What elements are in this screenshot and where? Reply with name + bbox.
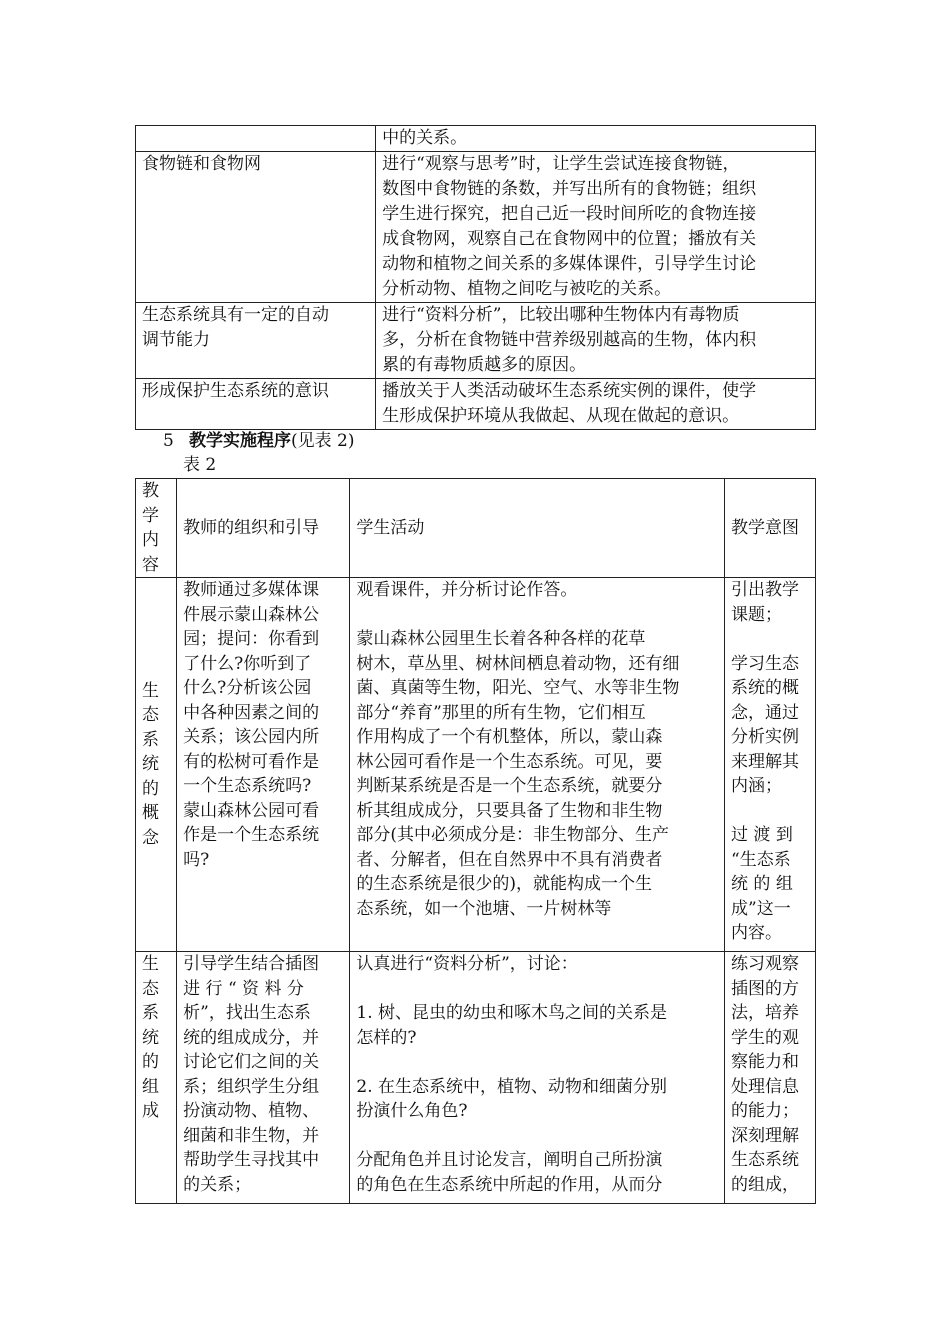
topic-cell: 生态系统具有一定的自动 调节能力 xyxy=(136,303,376,379)
header-content: 教 学 内 容 xyxy=(136,479,177,578)
table-row xyxy=(136,379,816,430)
header-student: 学生活动 xyxy=(350,479,725,578)
topic-cell: 食物链和食物网 xyxy=(136,152,376,303)
topic-cell: 形成保护生态系统的意识 xyxy=(136,379,376,430)
method-cell: 中的关系。 xyxy=(376,126,816,152)
table-row xyxy=(136,578,816,952)
header-row xyxy=(136,479,816,578)
method-cell: 播放关于人类活动破坏生态系统实例的课件，使学 生形成保护环境从我做起、从现在做起的意识。 xyxy=(376,379,816,430)
table-row xyxy=(136,952,816,1204)
paragraph-gap xyxy=(731,799,809,824)
table-row xyxy=(136,303,816,379)
intent-cell: 练习观察 插图的方 法，培养 学生的观 察能力和 处理信息 的能力； 深刻理解 生态系统 的组成， xyxy=(725,952,816,1204)
paragraph-gap xyxy=(356,1050,718,1075)
paragraph-gap xyxy=(356,977,718,1002)
intent-cell: 引出教学 课题； 学习生态 系统的概 念，通过 分析实例 来理解其 内涵； 过 渡 到 “生态系 统 的 组 成”这一 内容。 xyxy=(725,578,816,952)
teacher-cell: 教师通过多媒体课 件展示蒙山森林公 园；提问：你看到 了什么?你听到了 什么?分析该公园 中各种因素之间的 关系；该公园内所 有的松树可看作是 一个生态系统吗? 蒙山森林公园可看 作是一个生态系统 吗? xyxy=(177,578,350,952)
topic-cell xyxy=(136,126,376,152)
procedure-table xyxy=(135,478,816,1204)
student-cell: 观看课件，并分析讨论作答。 蒙山森林公园里生长着各种各样的花草 树木，草丛里、树林间栖息着动物，还有细 菌、真菌等生物，阳光、空气、水等非生物 部分“养育”那里的所有生物，它们相互 作用构成了一个有机整体，所以，蒙山森 林公园可看作是一个生态系统。可见，要 判断某系统是否是一个生态系统，就要分 析其组成成分，只要具备了生物和非生物 部分(其中必须成分是：非生物部分、生产 者、分解者，但在自然界中不具有消费者 的生态系统是很少的)，就能构成一个生 态系统，如一个池塘、一片树林等 xyxy=(350,578,725,952)
table-row xyxy=(136,152,816,303)
section-heading xyxy=(163,430,354,452)
content-cell: 生 态 系 统 的 概 念 xyxy=(136,578,177,952)
table-row xyxy=(136,126,816,152)
paragraph-gap xyxy=(356,1124,718,1149)
strategy-table xyxy=(135,125,816,430)
method-cell: 进行“观察与思考”时，让学生尝试连接食物链， 数图中食物链的条数，并写出所有的食物链；组织 学生进行探究，把自己近一段时间所吃的食物连接 成食物网，观察自己在食物网中的位置；播放有关 动物和植物之间关系的多媒体课件，引导学生讨论 分析动物、植物之间吃与被吃的关系。 xyxy=(376,152,816,303)
header-intent: 教学意图 xyxy=(725,479,816,578)
table-caption: 表 2 xyxy=(183,455,217,475)
section-title: 教学实施程序 xyxy=(189,431,291,451)
paragraph-gap xyxy=(731,627,809,652)
student-cell: 认真进行“资料分析”，讨论： 1. 树、昆虫的幼虫和啄木鸟之间的关系是 怎样的? 2. 在生态系统中，植物、动物和细菌分别 扮演什么角色? 分配角色并且讨论发言，阐明自己所扮演 的角色在生态系统中所起的作用，从而分 xyxy=(350,952,725,1204)
section-note: (见表 2) xyxy=(291,431,355,451)
section-number: 5 xyxy=(163,431,174,451)
header-teacher: 教师的组织和引导 xyxy=(177,479,350,578)
method-cell: 进行“资料分析”，比较出哪种生物体内有毒物质 多，分析在食物链中营养级别越高的生物，体内积 累的有毒物质越多的原因。 xyxy=(376,303,816,379)
paragraph-gap xyxy=(356,603,718,628)
content-cell: 生 态 系 统 的 组 成 xyxy=(136,952,177,1204)
teacher-cell: 引导学生结合插图 进 行 “ 资 料 分 析”，找出生态系 统的组成成分，并 讨论它们之间的关 系；组织学生分组 扮演动物、植物、 细菌和非生物，并 帮助学生寻找其中 的关系； xyxy=(177,952,350,1204)
